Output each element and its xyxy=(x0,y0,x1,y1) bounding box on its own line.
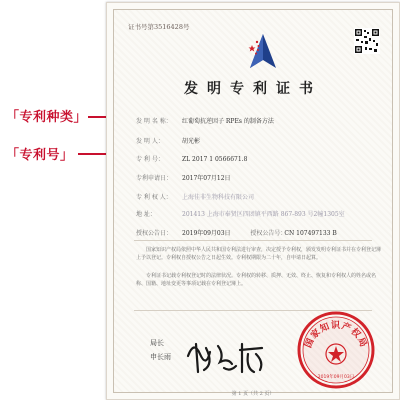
field-label: 专 利 号： xyxy=(136,156,164,163)
director-title-label: 局长 xyxy=(150,339,164,347)
field-label: 专利申请日： xyxy=(136,175,173,182)
field-label: 发 明 人： xyxy=(136,138,164,145)
field-patentee xyxy=(136,192,254,201)
official-seal-icon xyxy=(296,310,376,390)
patent-certificate xyxy=(106,2,400,400)
seal-date: 2019年09月03日 xyxy=(317,375,355,380)
qr-code-icon xyxy=(354,28,380,54)
certificate-body-paragraph: 专利证书记载专利权登记时的法律状况。专利权的转移、质押、无效、终止、恢复和专利权人的姓名或名称、国籍、地址变更等事项记载在专利登记簿上。 xyxy=(136,273,377,287)
patent-number-annotation: 「专利号」 xyxy=(6,148,74,163)
certificate-body-paragraph: 国家知识产权局依照中华人民共和国专利法进行审查，决定授予专利权，颁发发明专利证书并在专利登记簿上予以登记。专利权自授权公告之日起生效。专利权期限为二十年，自申请日起算。 xyxy=(136,247,382,261)
field-label: 专 利 权 人： xyxy=(136,194,172,201)
field-application-date xyxy=(136,173,231,182)
field-value: 2019年09月03日 xyxy=(182,230,231,237)
certificate-title: 发明专利证书 xyxy=(184,81,322,97)
field-value-grant-number: CN 107497133 B xyxy=(284,230,337,237)
patent-type-annotation: 「专利种类」 xyxy=(6,110,88,125)
field-value: 2017年07月12日 xyxy=(182,175,231,182)
director-name-label: 申长雨 xyxy=(150,353,171,361)
section-divider xyxy=(134,240,372,241)
field-value: 201413 上海市奉贤区四团镇平西路 867-893 号2幢1305室 xyxy=(182,211,345,218)
field-invention-name xyxy=(136,116,274,125)
cnipa-emblem-icon xyxy=(246,32,280,72)
field-value: 胡光彬 xyxy=(182,138,201,145)
page-footer: 第 1 页（共 2 页） xyxy=(231,391,275,397)
field-label: 地 址： xyxy=(136,211,156,218)
certificate-border xyxy=(113,9,393,397)
field-label-grant-number: 授权公告号： xyxy=(250,230,287,237)
field-value: 上海佳非生物科技有限公司 xyxy=(182,194,255,201)
field-address xyxy=(136,209,345,218)
field-label: 授权公告日： xyxy=(136,230,173,237)
field-inventor xyxy=(136,136,200,145)
field-value: 红葡萄抗逆因子 RPEs 的制备方法 xyxy=(182,118,274,125)
field-grant-date xyxy=(136,228,337,237)
field-label: 发 明 名 称： xyxy=(136,118,172,125)
field-patent-number xyxy=(136,154,247,163)
director-signature-icon xyxy=(184,334,274,378)
field-value: ZL 2017 1 0566671.8 xyxy=(182,156,248,163)
seal-text: 国家知识产权局 xyxy=(303,321,369,350)
certificate-number: 证书号第3516428号 xyxy=(128,23,190,31)
